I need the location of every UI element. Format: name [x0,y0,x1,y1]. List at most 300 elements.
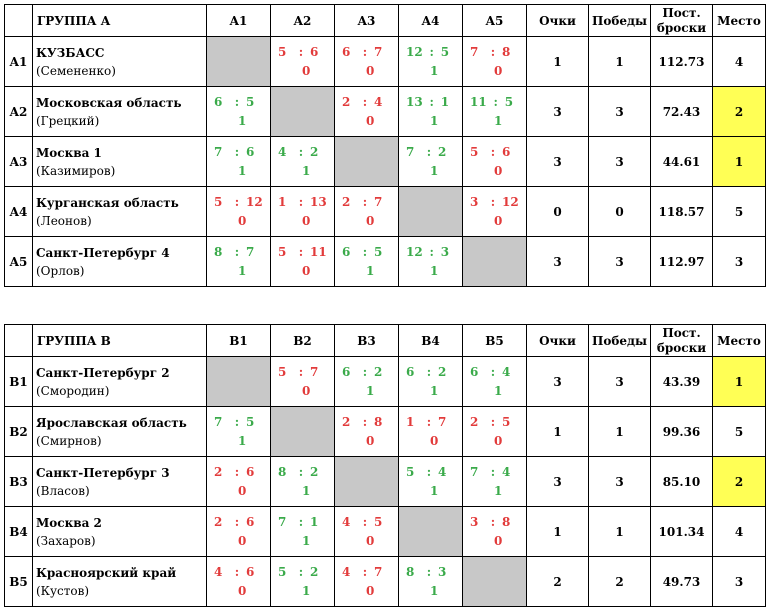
score-separator: : [490,194,496,209]
place-cell: 5 [713,407,766,457]
empty-cell [335,137,399,187]
match-cell [399,37,463,87]
match-cell [335,407,399,457]
score-home: 7 [278,514,287,529]
score-away: 12 [502,194,519,209]
shots-header-line: броски [656,340,707,355]
team-cell [33,357,207,407]
match-result: 0 [302,213,311,228]
score-away: 7 [310,364,319,379]
match-result: 1 [430,113,439,128]
score-away: 5 [374,244,383,259]
match-cell [399,557,463,607]
match-cell [399,457,463,507]
score-separator: : [362,94,368,109]
match-score [271,563,334,582]
match-result: 0 [238,483,247,498]
team-cell [33,407,207,457]
points-header: Очки [527,325,589,357]
wins-cell: 3 [589,137,651,187]
score-away: 2 [438,144,447,159]
header-row [5,325,766,357]
place-header: Место [713,5,766,37]
match-score [463,513,526,532]
column-header: A1 [207,5,271,37]
match-score [207,563,270,582]
match-cell [399,137,463,187]
wins-header: Победы [589,325,651,357]
score-separator: : [362,514,368,529]
score-separator: : [426,564,432,579]
table-row [5,557,766,607]
score-home: 4 [278,144,287,159]
score-away: 7 [374,194,383,209]
match-result: 0 [366,213,375,228]
match-cell [335,507,399,557]
score-separator: : [490,44,496,59]
team-name: Ярославская область [36,415,187,430]
match-score [207,243,270,262]
match-cell [335,357,399,407]
team-cell [33,187,207,237]
match-result: 0 [366,533,375,548]
row-code: A2 [5,87,33,137]
shots-cell: 118.57 [651,187,713,237]
score-home: 1 [406,414,415,429]
score-away: 7 [374,44,383,59]
score-away: 8 [502,44,511,59]
shots-header [651,325,713,357]
table-row [5,37,766,87]
score-away: 2 [438,364,447,379]
score-home: 4 [214,564,223,579]
score-separator: : [490,364,496,379]
match-score [463,193,526,212]
match-result: 0 [366,113,375,128]
match-result: 0 [366,433,375,448]
match-score [399,463,462,482]
place-cell: 3 [713,237,766,287]
shots-header-line: Пост. [662,325,701,340]
match-cell [463,187,527,237]
shots-header-line: броски [656,20,707,35]
row-code: A5 [5,237,33,287]
match-cell [335,237,399,287]
table-row [5,357,766,407]
score-separator: : [426,364,432,379]
score-separator: : [298,244,304,259]
empty-cell [463,557,527,607]
score-home: 1 [278,194,287,209]
place-cell: 4 [713,37,766,87]
match-cell [271,557,335,607]
score-away: 4 [502,364,511,379]
table-row [5,457,766,507]
score-away: 13 [310,194,327,209]
team-name: Москва 1 [36,145,102,160]
score-separator: : [234,194,240,209]
match-score [399,43,462,62]
column-header: A4 [399,5,463,37]
coach-name: (Смирнов) [36,433,102,448]
table-row [5,407,766,457]
row-code: B3 [5,457,33,507]
shots-cell: 44.61 [651,137,713,187]
match-score [399,93,462,112]
match-score [335,513,398,532]
score-away: 8 [374,414,383,429]
score-home: 3 [470,194,479,209]
score-away: 7 [374,564,383,579]
column-header: B2 [271,325,335,357]
shots-cell: 112.97 [651,237,713,287]
score-separator: : [490,414,496,429]
score-separator: : [362,194,368,209]
points-header: Очки [527,5,589,37]
shots-cell: 85.10 [651,457,713,507]
match-result: 0 [494,163,503,178]
match-score [271,43,334,62]
team-cell [33,237,207,287]
match-score [335,93,398,112]
match-cell [271,37,335,87]
points-cell: 1 [527,407,589,457]
shots-cell: 112.73 [651,37,713,87]
team-name: Московская область [36,95,182,110]
match-result: 0 [494,433,503,448]
score-home: 8 [214,244,223,259]
score-away: 6 [246,144,255,159]
match-cell [399,237,463,287]
match-score [463,143,526,162]
match-cell [463,507,527,557]
group-title: ГРУППА B [33,325,207,357]
wins-cell: 2 [589,557,651,607]
score-away: 5 [374,514,383,529]
match-score [335,413,398,432]
score-home: 11 [470,94,487,109]
group-title: ГРУППА А [33,5,207,37]
match-score [399,143,462,162]
match-result: 1 [430,483,439,498]
score-home: 2 [342,414,351,429]
score-separator: : [362,564,368,579]
match-result: 1 [430,63,439,78]
points-cell: 3 [527,87,589,137]
match-cell [335,557,399,607]
score-away: 6 [246,514,255,529]
coach-name: (Захаров) [36,533,96,548]
empty-cell [399,507,463,557]
score-separator: : [426,464,432,479]
score-home: 8 [278,464,287,479]
match-score [399,243,462,262]
row-code: A4 [5,187,33,237]
match-score [271,363,334,382]
score-home: 2 [214,514,223,529]
match-score [399,563,462,582]
score-away: 7 [438,414,447,429]
team-cell [33,457,207,507]
match-cell [271,187,335,237]
score-home: 5 [406,464,415,479]
row-code: A1 [5,37,33,87]
empty-cell [271,87,335,137]
score-away: 3 [438,564,447,579]
score-home: 5 [278,564,287,579]
score-separator: : [298,564,304,579]
empty-cell [271,407,335,457]
score-away: 2 [310,144,319,159]
coach-name: (Семененко) [36,63,116,78]
column-header: B3 [335,325,399,357]
team-name: Москва 2 [36,515,102,530]
score-separator: : [429,244,434,259]
score-away: 8 [502,514,511,529]
header-corner [5,325,33,357]
score-home: 7 [470,44,479,59]
match-cell [271,507,335,557]
shots-cell: 72.43 [651,87,713,137]
match-result: 1 [238,163,247,178]
score-separator: : [298,44,304,59]
points-cell: 3 [527,357,589,407]
score-away: 6 [310,44,319,59]
match-score [335,43,398,62]
match-score [335,563,398,582]
shots-cell: 43.39 [651,357,713,407]
wins-cell: 0 [589,187,651,237]
match-cell [207,87,271,137]
match-score [399,363,462,382]
score-home: 3 [470,514,479,529]
place-cell: 2 [713,457,766,507]
wins-cell: 1 [589,507,651,557]
score-away: 11 [310,244,327,259]
score-away: 7 [246,244,255,259]
match-cell [207,187,271,237]
match-result: 0 [302,63,311,78]
coach-name: (Казимиров) [36,163,116,178]
score-separator: : [234,414,240,429]
score-home: 8 [406,564,415,579]
coach-name: (Грецкий) [36,113,100,128]
score-separator: : [490,464,496,479]
column-header: B4 [399,325,463,357]
header-row [5,5,766,37]
score-home: 5 [278,244,287,259]
team-cell [33,137,207,187]
match-score [207,193,270,212]
score-home: 4 [342,514,351,529]
match-result: 1 [238,263,247,278]
score-separator: : [234,244,240,259]
empty-cell [399,187,463,237]
match-score [271,243,334,262]
match-result: 0 [238,533,247,548]
points-cell: 2 [527,557,589,607]
match-result: 0 [302,263,311,278]
score-home: 6 [342,364,351,379]
team-name: Красноярский край [36,565,177,580]
table-row [5,87,766,137]
match-result: 1 [302,163,311,178]
match-result: 1 [366,383,375,398]
score-home: 12 [406,44,423,59]
score-home: 5 [214,194,223,209]
score-separator: : [234,144,240,159]
match-score [271,193,334,212]
score-separator: : [298,364,304,379]
empty-cell [335,457,399,507]
match-cell [335,37,399,87]
match-cell [463,37,527,87]
row-code: B5 [5,557,33,607]
row-code: B1 [5,357,33,407]
score-home: 5 [278,364,287,379]
score-away: 4 [502,464,511,479]
coach-name: (Леонов) [36,213,92,228]
score-home: 6 [342,44,351,59]
place-cell: 2 [713,87,766,137]
score-separator: : [234,564,240,579]
wins-cell: 1 [589,407,651,457]
row-code: B2 [5,407,33,457]
team-name: Санкт-Петербург 4 [36,245,170,260]
points-cell: 1 [527,37,589,87]
match-result: 1 [238,113,247,128]
points-cell: 1 [527,507,589,557]
score-away: 2 [310,464,319,479]
score-home: 5 [470,144,479,159]
group-table [4,4,766,287]
score-home: 7 [406,144,415,159]
place-header: Место [713,325,766,357]
match-cell [271,357,335,407]
score-home: 6 [214,94,223,109]
points-cell: 3 [527,137,589,187]
score-home: 2 [342,194,351,209]
score-separator: : [493,94,498,109]
wins-cell: 3 [589,237,651,287]
team-name: КУЗБАСС [36,45,105,60]
match-score [335,193,398,212]
match-result: 0 [366,583,375,598]
match-result: 0 [366,63,375,78]
match-score [463,43,526,62]
match-score [463,363,526,382]
match-result: 1 [494,113,503,128]
match-result: 0 [430,433,439,448]
group-table [4,324,766,607]
column-header: B1 [207,325,271,357]
score-away: 5 [246,94,255,109]
score-separator: : [490,144,496,159]
score-home: 6 [406,364,415,379]
score-away: 5 [502,414,511,429]
match-result: 1 [430,383,439,398]
score-home: 7 [470,464,479,479]
score-separator: : [362,364,368,379]
match-result: 1 [430,583,439,598]
match-score [207,93,270,112]
score-separator: : [298,464,304,479]
score-away: 2 [310,564,319,579]
match-cell [335,87,399,137]
score-home: 4 [342,564,351,579]
score-away: 1 [440,94,450,109]
table-row [5,137,766,187]
match-cell [463,137,527,187]
wins-cell: 3 [589,87,651,137]
score-separator: : [429,94,434,109]
score-separator: : [429,44,434,59]
match-result: 0 [302,383,311,398]
score-away: 1 [310,514,319,529]
match-score [207,143,270,162]
match-cell [463,407,527,457]
match-score [335,243,398,262]
score-separator: : [234,464,240,479]
match-cell [463,457,527,507]
score-separator: : [362,44,368,59]
score-separator: : [426,414,432,429]
column-header: A3 [335,5,399,37]
match-result: 0 [494,213,503,228]
shots-cell: 99.36 [651,407,713,457]
coach-name: (Кустов) [36,583,90,598]
score-home: 2 [214,464,223,479]
score-home: 2 [342,94,351,109]
score-separator: : [298,514,304,529]
match-result: 1 [302,533,311,548]
score-away: 2 [374,364,383,379]
score-home: 7 [214,144,223,159]
match-cell [271,237,335,287]
score-separator: : [234,94,240,109]
match-result: 1 [430,163,439,178]
match-score [271,513,334,532]
coach-name: (Орлов) [36,263,85,278]
header-corner [5,5,33,37]
match-result: 0 [494,63,503,78]
match-cell [207,457,271,507]
team-cell [33,87,207,137]
coach-name: (Смородин) [36,383,110,398]
score-home: 7 [214,414,223,429]
score-away: 3 [440,244,450,259]
match-result: 1 [302,483,311,498]
score-home: 2 [470,414,479,429]
match-result: 0 [238,583,247,598]
team-cell [33,37,207,87]
match-score [271,463,334,482]
match-score [463,93,526,112]
match-result: 1 [494,383,503,398]
place-cell: 1 [713,137,766,187]
match-score [207,513,270,532]
empty-cell [207,357,271,407]
score-separator: : [490,514,496,529]
match-result: 0 [494,533,503,548]
score-separator: : [362,244,368,259]
team-name: Санкт-Петербург 2 [36,365,170,380]
score-home: 12 [406,244,423,259]
match-result: 1 [238,433,247,448]
shots-header [651,5,713,37]
score-away: 5 [504,94,514,109]
shots-header-line: Пост. [662,5,701,20]
